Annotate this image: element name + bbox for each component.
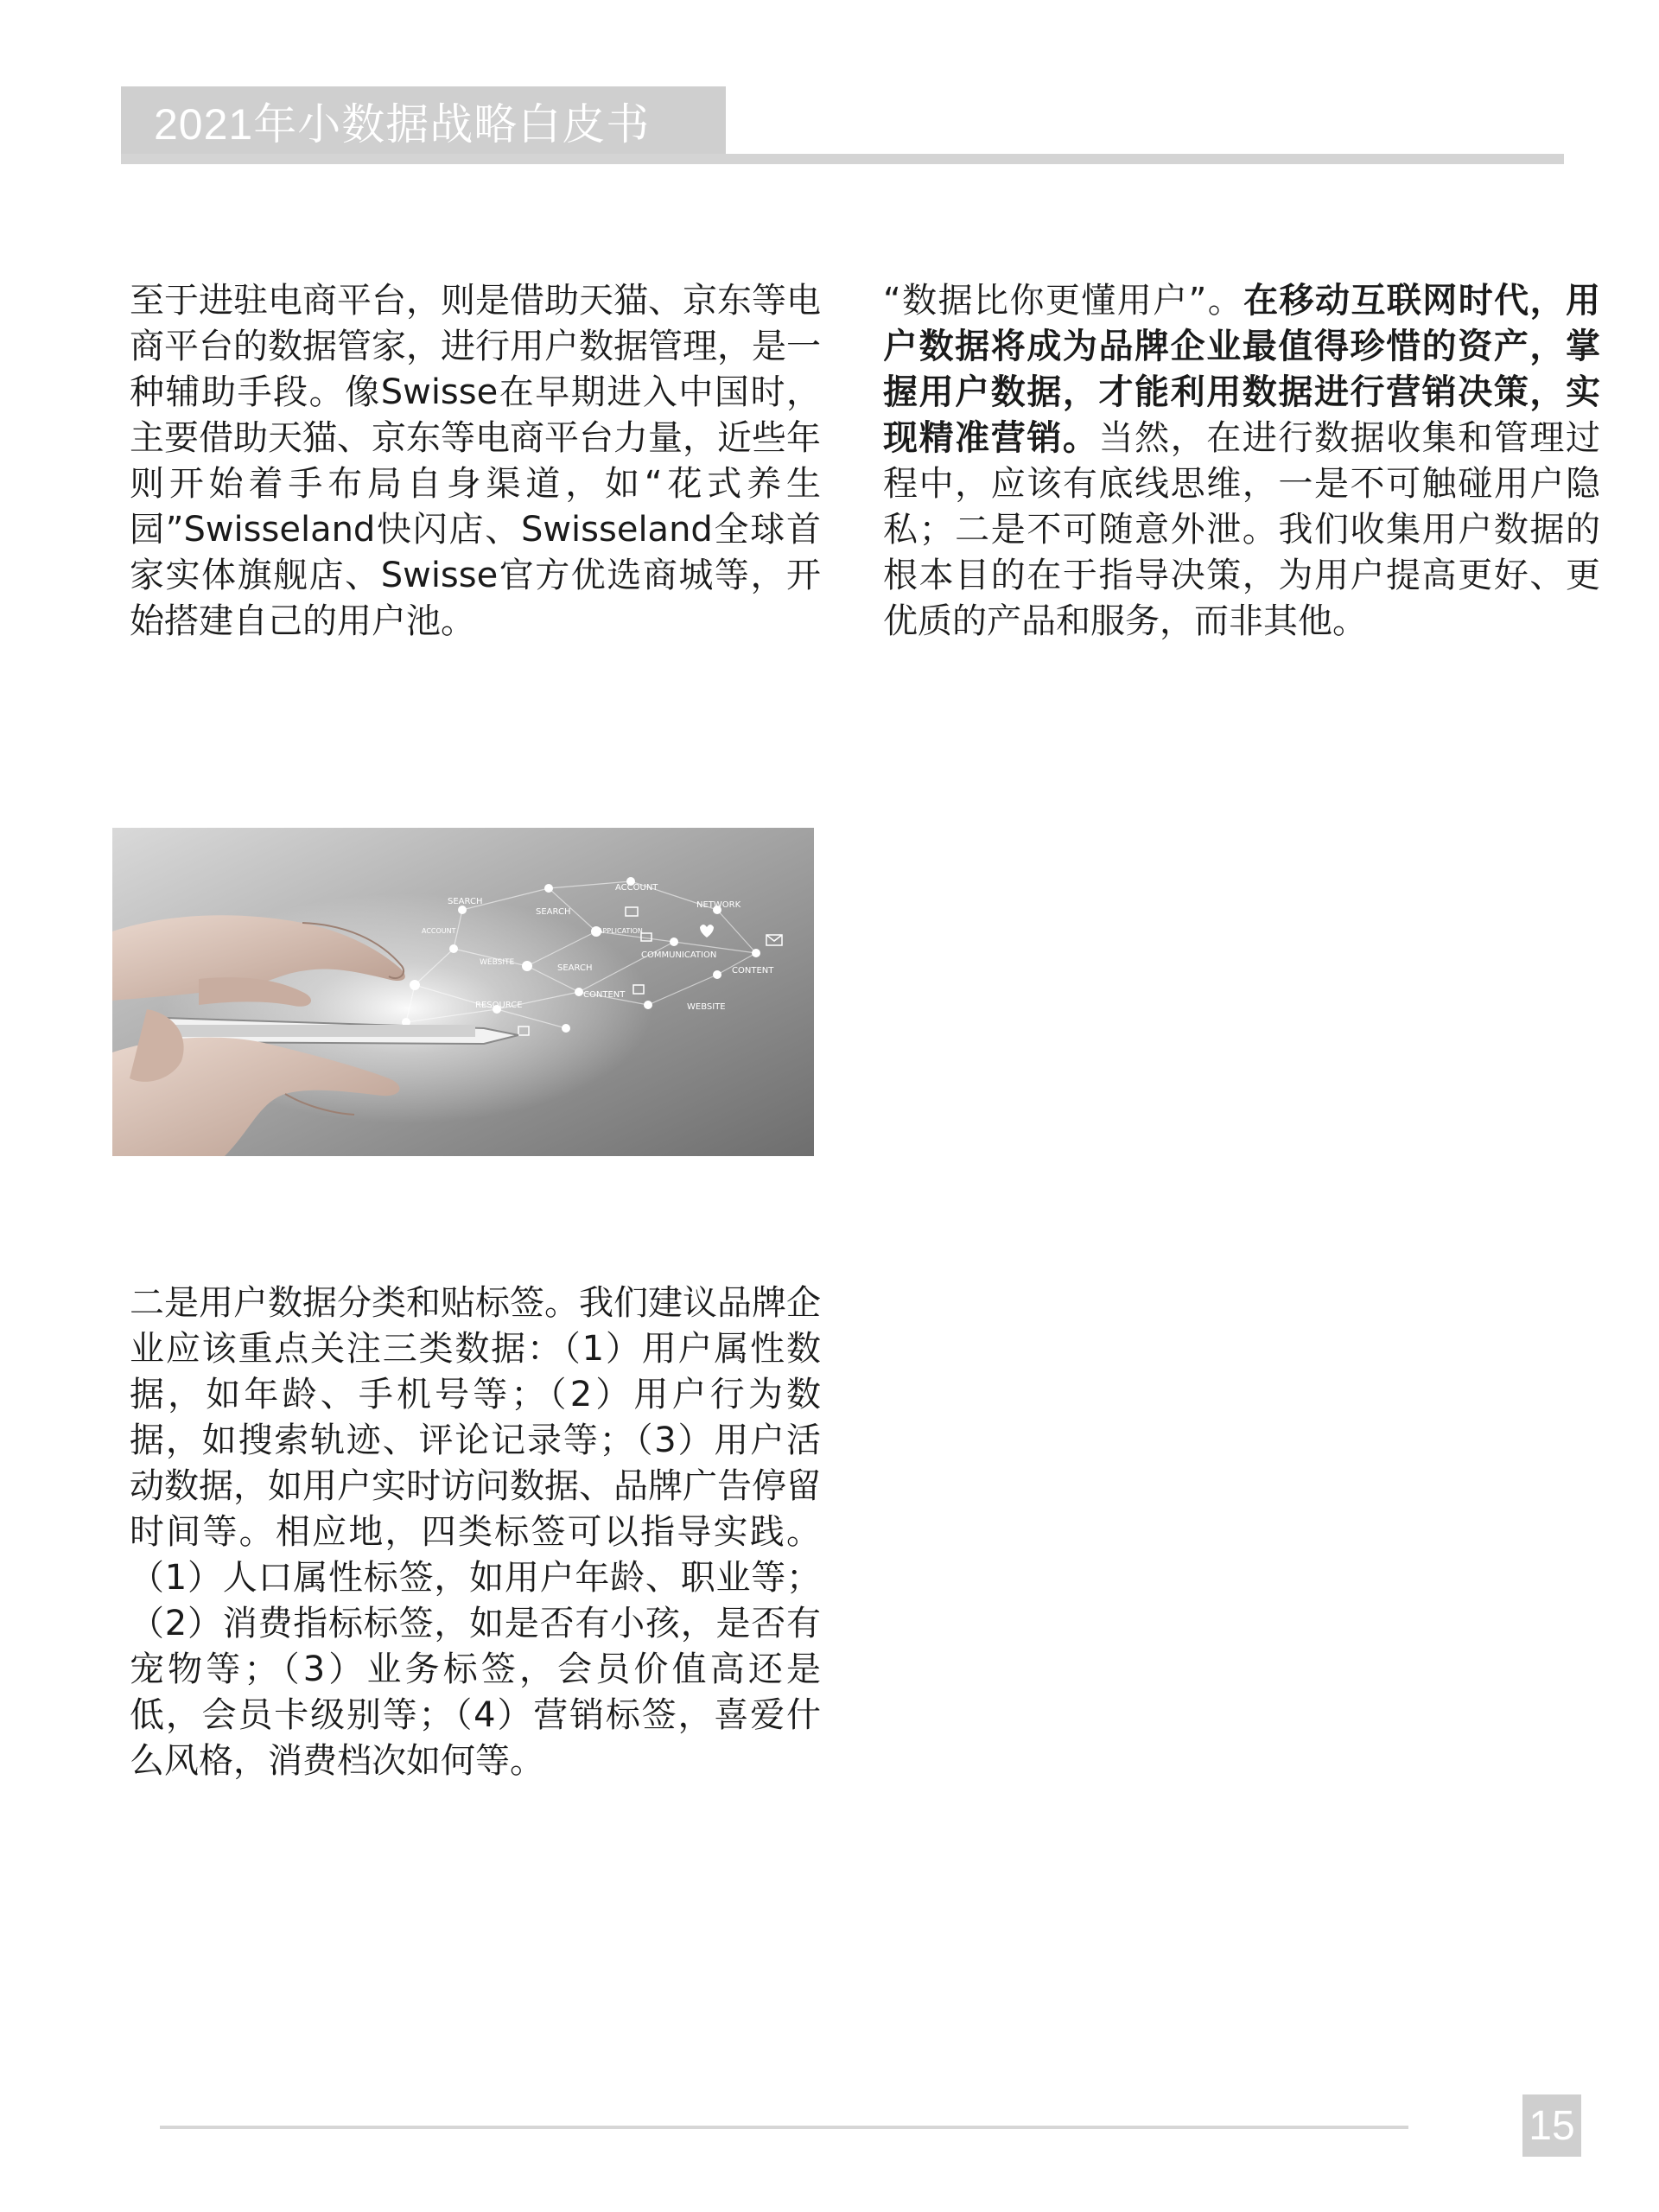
header-tab (121, 86, 726, 156)
document-title: 2021年小数据战略白皮书 (154, 100, 651, 149)
network-label: ACCOUNT (422, 927, 456, 935)
paragraph-rest: 当然，在进行数据收集和管理过程中，应该有底线思维，一是不可触碰用户隐私；二是不可随意外泄。我们收集用户数据的根本目的在于指导决策，为用户提高更好、更优质的产品和服务，而非其他。 (883, 418, 1601, 641)
network-label: COMMUNICATION (641, 950, 717, 960)
paragraph-data-tagging: 二是用户数据分类和贴标签。我们建议品牌企业应该重点关注三类数据：（1）用户属性数据，如年龄、手机号等；（2）用户行为数据，如搜索轨迹、评论记录等；（3）用户活动数据，如用户实时访问数据、品牌广告停留时间等。相应地，四类标签可以指导实践。（1）人口属性标签，如用户年龄、职业等；（2）消费指标标签，如是否有小孩，是否有宠物等；（3）业务标签，会员价值高还是低，会员卡级别等；（4）营销标签，喜爱什么风格，消费档次如何等。 (130, 1283, 821, 1781)
header-rule-left (121, 154, 726, 164)
paragraph-ecommerce-platforms: 至于进驻电商平台，则是借助天猫、京东等电商平台的数据管家，进行用户数据管理，是一种辅助手段。像Swisse在早期进入中国时，主要借助天猫、京东等电商平台力量，近些年则开始着手布局自身渠道，如“花式养生园”Swisseland快闪店、Swisseland全球首家实体旗舰店、Swisse官方优选商城等，开始搭建自己的用户池。 (130, 281, 821, 641)
network-label: ACCOUNT (615, 883, 658, 893)
network-label: WEBSITE (687, 1002, 726, 1012)
footer-rule (160, 2126, 1408, 2129)
page-number: 15 (1529, 2102, 1575, 2149)
network-label: APPLICATION (598, 927, 643, 935)
network-label: SEARCH (536, 907, 571, 917)
page-number-box (1522, 2094, 1581, 2157)
paragraph-data-insight (883, 278, 1600, 645)
quote-intro: “数据比你更懂用户”。 (883, 281, 1244, 321)
header-rule (726, 154, 1564, 164)
network-label: WEBSITE (480, 958, 515, 967)
bold-statement: 在移动互联网时代，用户数据将成为品牌企业最值得珍惜的资产，掌握用户数据，才能利用数据进行营销决策，实现精准营销。 (883, 281, 1601, 458)
network-label: CONTENT (583, 990, 626, 1000)
network-label: NETWORK (696, 900, 741, 910)
network-label: SEARCH (557, 963, 593, 973)
network-label: CONTENT (732, 966, 774, 976)
hands-network-illustration (112, 828, 814, 1156)
network-label: SEARCH (448, 897, 483, 906)
network-label: RESOURCE (475, 1001, 523, 1010)
